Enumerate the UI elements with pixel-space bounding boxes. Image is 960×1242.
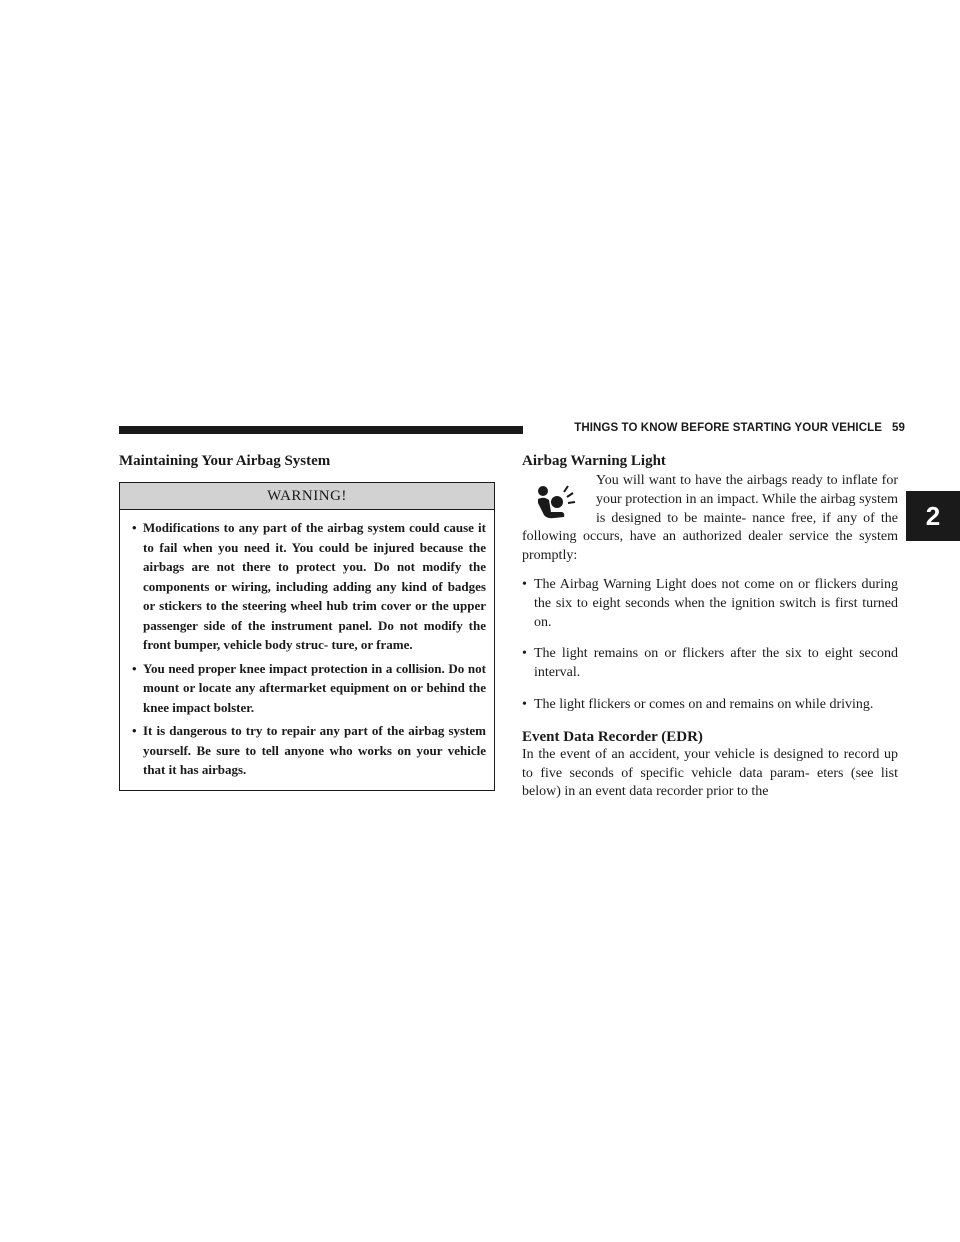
airbag-conditions-list: [522, 576, 898, 715]
condition-item: • The Airbag Warning Light does not come on or flickers during the six to eight seconds when the ignition switch is first turned on.: [522, 576, 898, 632]
running-title: THINGS TO KNOW BEFORE STARTING YOUR VEHICLE: [574, 422, 882, 434]
condition-item: • The light remains on or flickers after the six to eight second interval.: [522, 645, 898, 683]
warning-title: WARNING!: [120, 483, 494, 510]
warning-item: • It is dangerous to try to repair any part of the airbag system yourself. Be sure to tell anyone who works on your vehicle that it has airbags.: [132, 721, 486, 780]
header-rule: [119, 426, 523, 434]
condition-item: • The light flickers or comes on and remains on while driving.: [522, 696, 898, 715]
warning-list: [120, 510, 494, 790]
warning-item: • You need proper knee impact protection in a collision. Do not mount or locate any aftermarket equipment on or behind the knee impact bolster.: [132, 659, 486, 718]
section-heading-maintaining: Maintaining Your Airbag System: [119, 453, 331, 469]
airbag-intro-text: You will want to have the airbags ready to inflate for your protection in an impact. While the airbag system is designed to be mainte- nance free, if any of the following occurs, have an authorized dealer service the system promptly:: [522, 473, 898, 564]
warning-item: • Modifications to any part of the airbag system could cause it to fail when you need it. You could be injured because the airbags are not there to protect you. Do not modify the components or wiring, including adding any kind of badges or stickers to the steering wheel hub trim cover or the upper passenger side of the instrument panel. Do not modify the front bumper, vehicle body struc- ture, or frame.: [132, 518, 486, 655]
warning-box: [119, 482, 495, 791]
right-column: [522, 452, 898, 802]
page-number: 59: [892, 422, 905, 434]
running-head: [535, 422, 905, 434]
section-heading-edr: Event Data Recorder (EDR): [522, 728, 703, 745]
airbag-warning-icon: [534, 483, 580, 523]
edr-paragraph: In the event of an accident, your vehicle is designed to record up to five seconds of specific vehicle data param- eters (see list below) in an event data recorder prior to the: [522, 746, 898, 800]
chapter-tab: 2: [906, 491, 960, 541]
section-heading-airbag-light: Airbag Warning Light: [522, 453, 666, 469]
left-column: [119, 452, 495, 791]
